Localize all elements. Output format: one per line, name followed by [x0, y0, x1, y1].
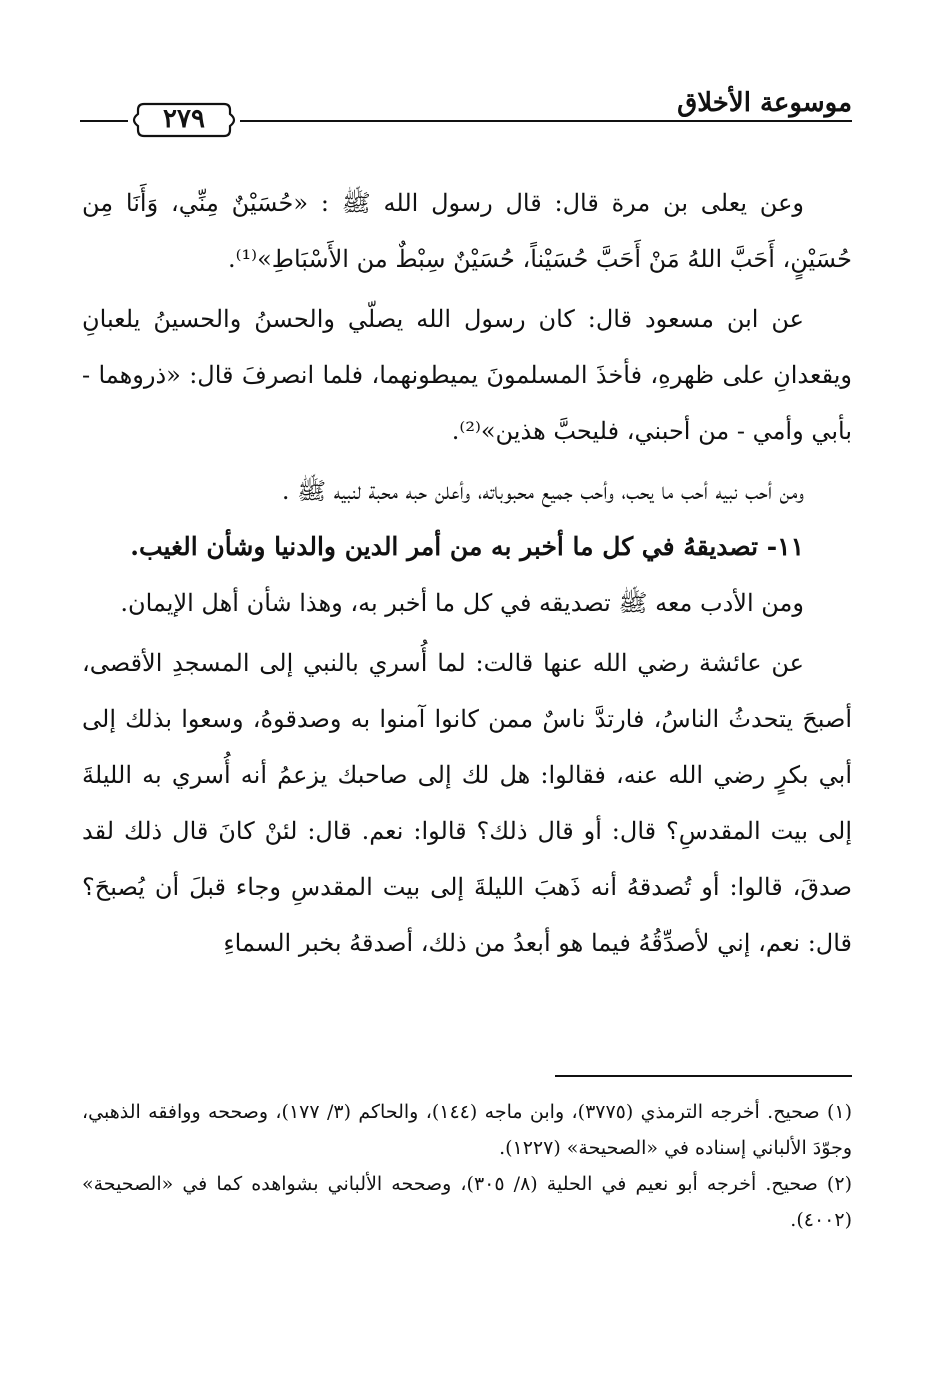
page-header: [80, 82, 852, 132]
paragraph-hadith-ibn-masud: عن ابن مسعود قال: كان رسول الله يصلّي والحسنُ والحسينُ يلعبانِ ويقعدانِ على ظهرهِ، فأخذَ المسلمونَ يميطونهما، فلما انصرفَ قال: «ذروهما - بأبي وأمي - من أحبني، فليحبَّ هذين»⁽²⁾.: [82, 305, 852, 445]
page-number-frame: [130, 100, 238, 140]
page-number: ٢٧٩: [163, 104, 205, 134]
paragraph-love-prophet: ومن أحب نبيه أحب ما يحب، وأحب جميع محبوباته، وأعلن حبه محبة لنبيه ﷺ .: [281, 477, 804, 505]
paragraph-hadith-yala: وعن يعلى بن مرة قال: قال رسول الله ﷺ : «حُسَيْنٌ مِنِّي، وَأَنَا مِن حُسَيْنٍ، أَحَبَّ اللهُ مَنْ أَحَبَّ حُسَيْناً، حُسَيْنٌ سِبْطٌ من الأَسْبَاطِ»⁽¹⁾.: [82, 189, 852, 273]
section-heading: ١١- تصديقهُ في كل ما أخبر به من أمر الدين والدنيا وشأن الغيب.: [130, 532, 804, 561]
footnotes: [82, 1094, 852, 1238]
paragraph-belief: ومن الأدب معه ﷺ تصديقه في كل ما أخبر به، وهذا شأن أهل الإيمان.: [120, 589, 804, 617]
footnote-separator: [555, 1075, 852, 1077]
footnote-2: (٢) صحيح. أخرجه أبو نعيم في الحلية (٨/ ٣٠٥)، وصححه الألباني بشواهده كما في «الصحيحة» (٤٠٠٢).: [82, 1173, 852, 1231]
header-rule-left: [80, 120, 128, 122]
footnote-1: (١) صحيح. أخرجه الترمذي (٣٧٧٥)، وابن ماجه (١٤٤)، والحاكم (٣/ ١٧٧)، وصححه ووافقه الذهبي، وجوّدَ الألباني إسناده في «الصحيحة» (١٢٢٧).: [82, 1101, 853, 1159]
book-title: موسوعة الأخلاق: [677, 88, 852, 118]
main-text: [82, 175, 852, 971]
paragraph-hadith-aisha: عن عائشة رضي الله عنها قالت: لما أُسري بالنبي إلى المسجدِ الأقصى، أصبحَ يتحدثُ الناسُ، فارتدَّ ناسٌ ممن كانوا آمنوا به وصدقوهُ، وسعوا بذلك إلى أبي بكرٍ رضي الله عنه، فقالوا: هل لك إلى صاحبك يزعمُ أنه أُسري به الليلةَ إلى بيت المقدسِ؟ قال: أو قال ذلك؟ قالوا: نعم. قال: لئنْ كانَ قال ذلك لقد صدقَ، قالوا: أو تُصدقهُ أنه ذَهبَ الليلةَ إلى بيت المقدسِ وجاء قبلَ أن يُصبحَ؟ قال: نعم، إني لأصدِّقُهُ فيما هو أبعدُ من ذلك، أصدقهُ بخبر السماءِ: [82, 649, 852, 957]
header-rule: [240, 120, 852, 122]
